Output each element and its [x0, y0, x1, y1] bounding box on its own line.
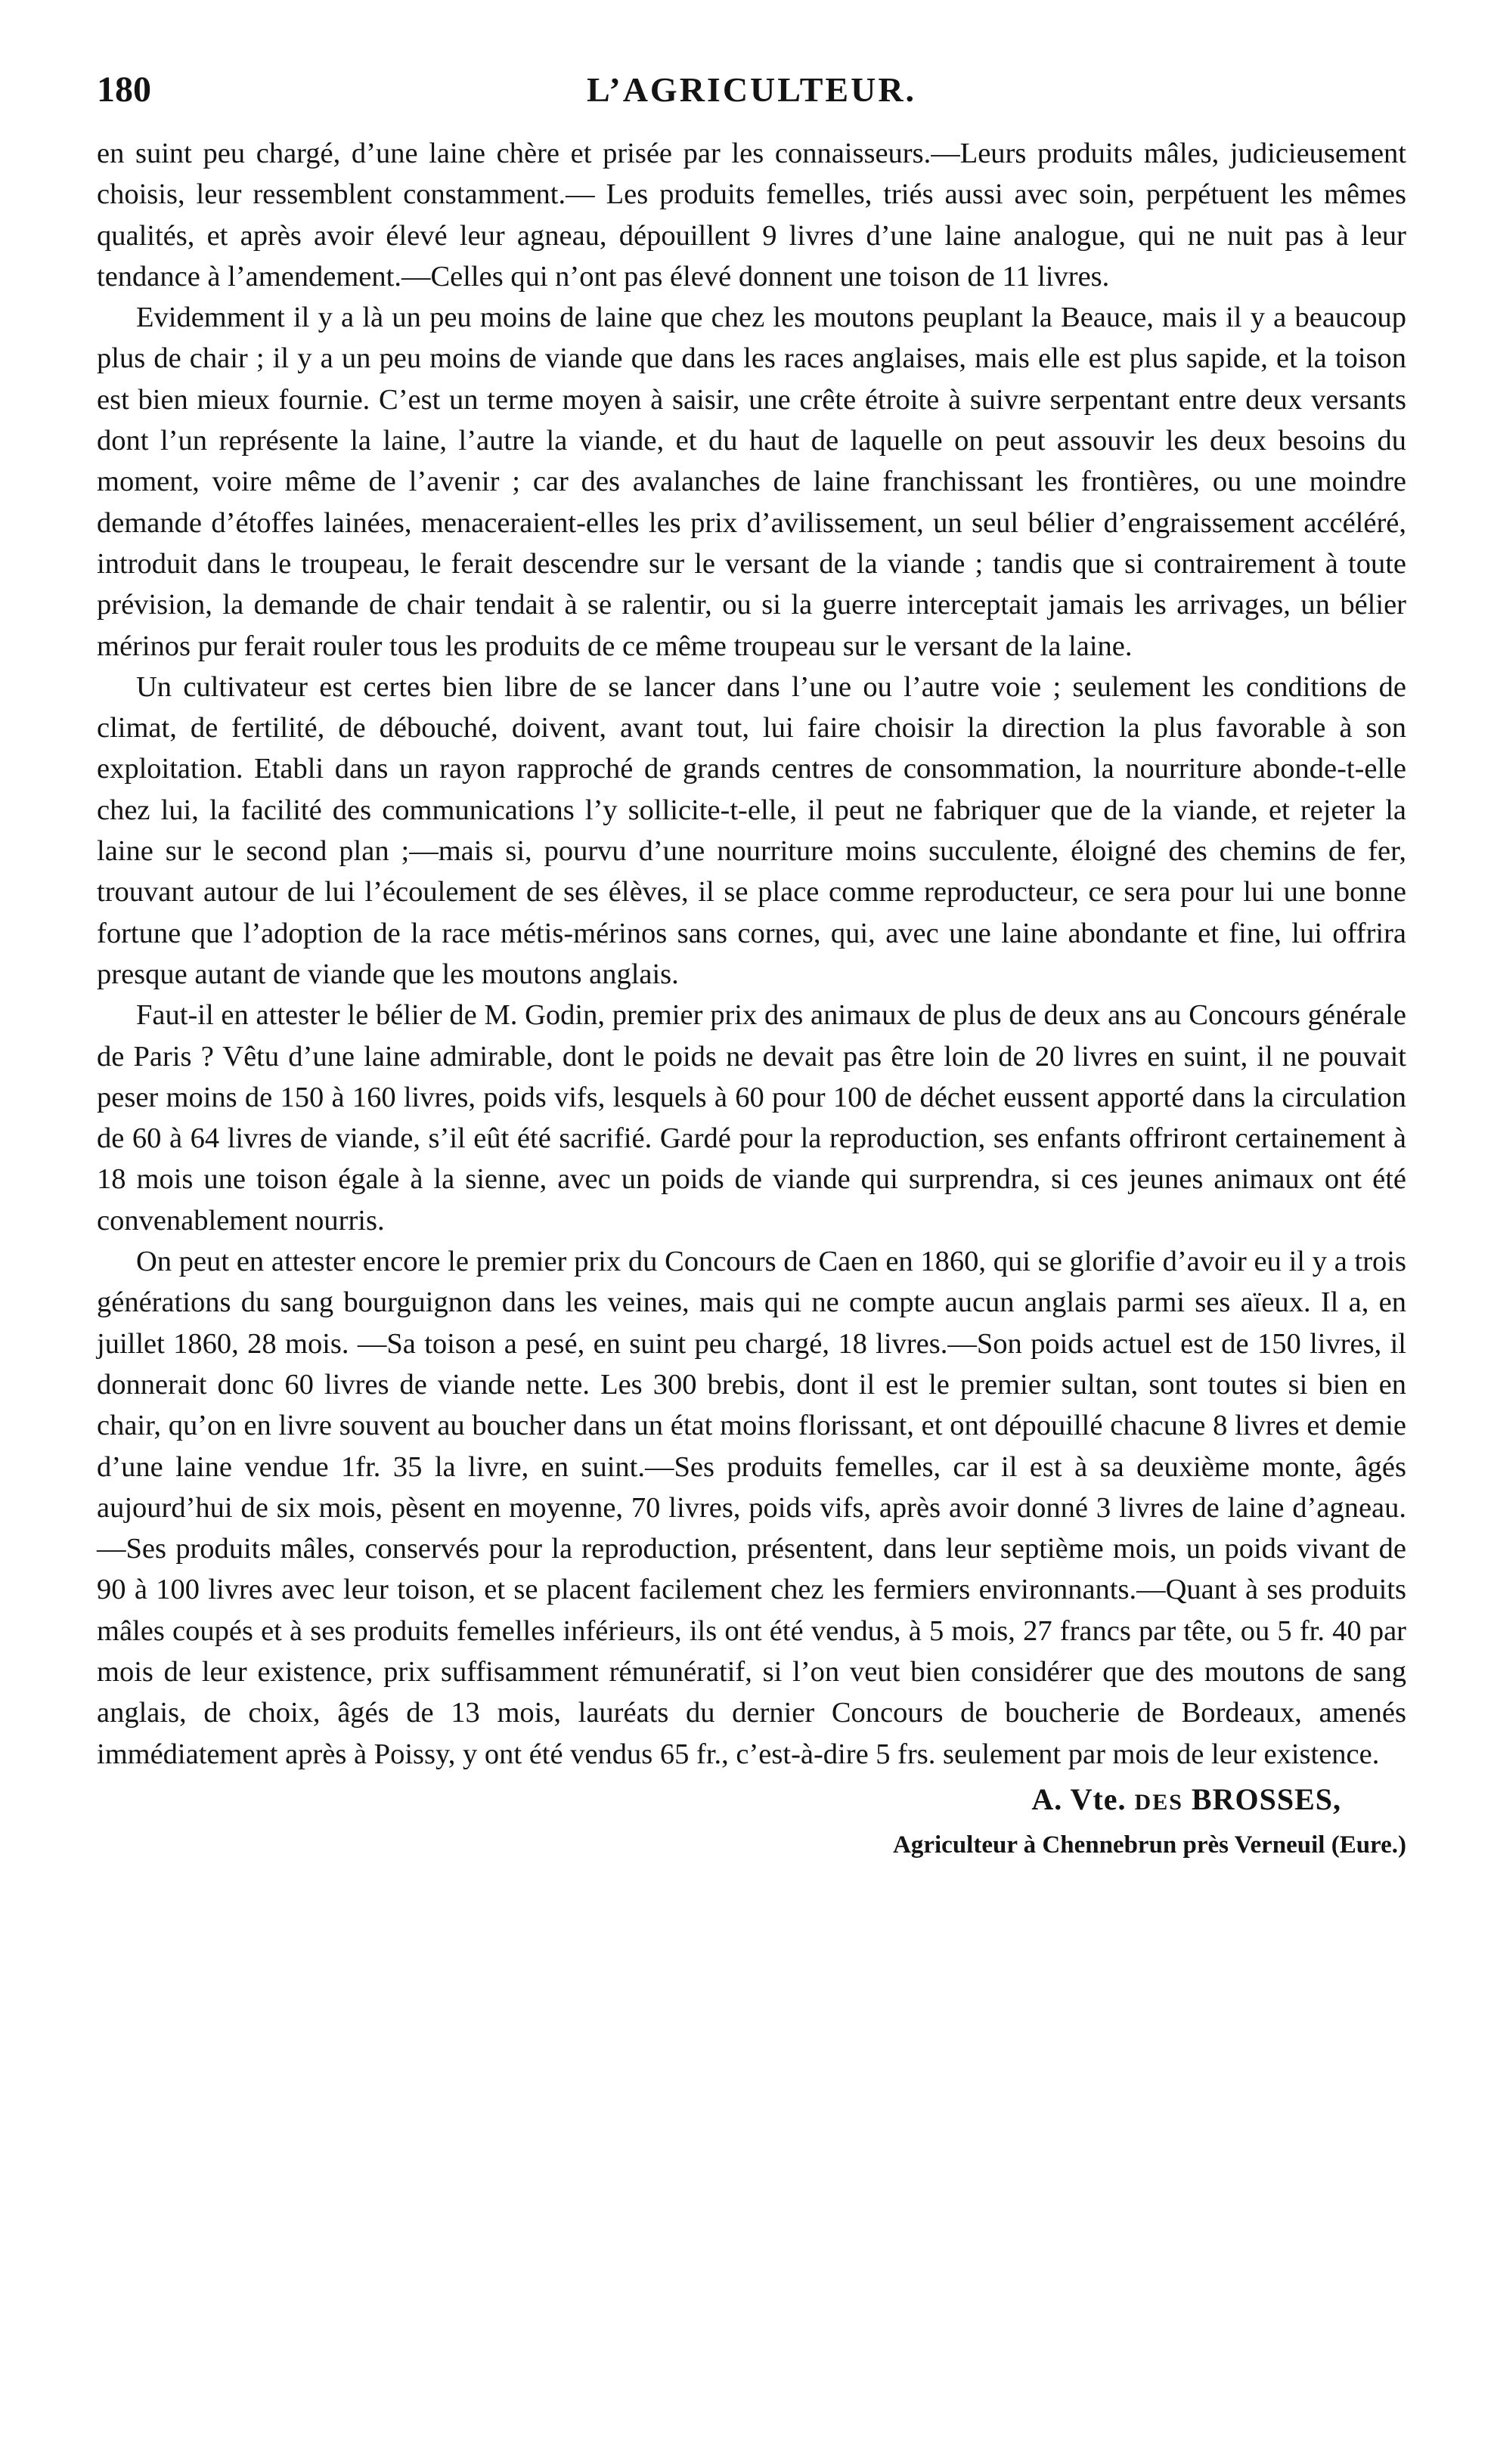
author-affiliation: Agriculteur à Chennebrun près Verneuil (Eure.) [893, 1831, 1406, 1859]
paragraph: Faut-il en attester le bélier de M. Godin, premier prix des animaux de plus de deux ans au Concours générale de Paris ? Vêtu d’une laine admirable, dont le poids ne devait pas être loin de 20 livres en suint, il ne pouvait peser moins de 150 à 160 livres, poids vifs, lesquels à 60 pour 100 de déchet eussent apporté dans la circulation de 60 à 64 livres de viande, s’il eût été sacrifié. Gardé pour la reproduction, ses enfants offriront certainement à 18 mois une toison égale à la sienne, avec un poids de viande qui surprendra, si ces jeunes animaux ont été convenablement nourris. [97, 999, 1406, 1237]
author-name-prefix: A. Vte. [1031, 1781, 1127, 1816]
paragraph: Un cultivateur est certes bien libre de se lancer dans l’une ou l’autre voie ; seulement les conditions de climat, de fertilité, de débouché, doivent, avant tout, lui faire choisir la direction la plus favorable à son exploitation. Etabli dans un rayon rapproché de grands centres de consommation, la nourriture abonde-t-elle chez lui, la facilité des communications l’y sollicite-t-elle, il peut ne fabriquer que de la viande, et rejeter la laine sur le second plan ;—mais si, pourvu d’une nourriture moins succulente, éloigné des chemins de fer, trouvant autour de lui l’écoulement de ses élèves, il se place comme reproducteur, ce sera pour lui une bonne fortune que l’adoption de la race métis-mérinos sans cornes, qui, avec une laine abondante et fine, lui offrira presque autant de viande que les moutons anglais. [97, 670, 1406, 990]
author-particle: DES [1134, 1789, 1183, 1815]
paragraph: Evidemment il y a là un peu moins de laine que chez les moutons peuplant la Beauce, mais il y a beaucoup plus de chair ; il y a un peu moins de viande que dans les races anglaises, mais elle est plus sapide, et la toison est bien mieux fournie. C’est un terme moyen à saisir, une crête étroite à suivre serpentant entre deux versants dont l’un représente la laine, l’autre la viande, et du haut de laquelle on peut assouvir les deux besoins du moment, voire même de l’avenir ; car des avalanches de laine franchissant les frontières, ou une moindre demande d’étoffes lainées, menaceraient-elles les prix d’avilissement, un seul bélier d’engraissement accéléré, introduit dans le troupeau, le ferait descendre sur le versant de la viande ; tandis que si contrairement à toute prévision, la demande de chair tendait à se ralentir, ou si la guerre interceptait jamais les arrivages, un bélier mérinos pur ferait rouler tous les produits de ce même troupeau sur le versant de la laine. [97, 302, 1406, 662]
paragraph: On peut en attester encore le premier prix du Concours de Caen en 1860, qui se glorifie d’avoir eu il y a trois générations du sang bourguignon dans les veines, mais qui ne compte aucun anglais parmi ses aïeux. Il a, en juillet 1860, 28 mois. —Sa toison a pesé, en suint peu chargé, 18 livres.—Son poids actuel est de 150 livres, il donnerait donc 60 livres de viande nette. Les 300 brebis, dont il est le premier sultan, sont toutes si bien en chair, qu’on en livre souvent au boucher dans un état moins florissant, et ont dépouillé chacune 8 livres et demie d’une laine vendue 1fr. 35 la livre, en suint.—Ses produits femelles, car il est à sa deuxième monte, âgés aujourd’hui de six mois, pèsent en moyenne, 70 livres, poids vifs, après avoir donné 3 livres de laine d’agneau.—Ses produits mâles, conservés pour la reproduction, présentent, dans leur septième mois, un poids vivant de 90 à 100 livres avec leur toison, et se placent facilement chez les fermiers environnants.—Quant à ses produits mâles coupés et à ses produits femelles inférieurs, ils ont été vendus, à 5 mois, 27 francs par tête, ou 5 fr. 40 par mois de leur existence, prix suffisamment rémunératif, si l’on veut bien considérer que des moutons de sang anglais, de choix, âgés de 13 mois, lauréats du dernier Concours de boucherie de Bordeaux, amenés immédiatement après à Poissy, y ont été vendus 65 fr., c’est-à-dire 5 frs. seulement par mois de leur existence. [97, 1246, 1406, 1770]
article-body [97, 133, 1406, 1775]
page-header [97, 67, 1406, 113]
author-signature [97, 1778, 1406, 1825]
document-page [97, 67, 1406, 2425]
running-title: L’AGRICULTEUR. [586, 70, 917, 109]
author-surname: BROSSES, [1191, 1781, 1341, 1816]
paragraph-continuation: en suint peu chargé, d’une laine chère et prisée par les connaisseurs.—Leurs produits mâles, judicieusement choisis, leur ressemblent constamment.— Les produits femelles, triés aussi avec soin, perpétuent les mêmes qualités, et après avoir élevé leur agneau, dépouillent 9 livres d’une laine analogue, qui ne nuit pas à leur tendance à l’amendement.—Celles qui n’ont pas élevé donnent une toison de 11 livres. [97, 138, 1406, 293]
page-number: 180 [97, 70, 151, 110]
